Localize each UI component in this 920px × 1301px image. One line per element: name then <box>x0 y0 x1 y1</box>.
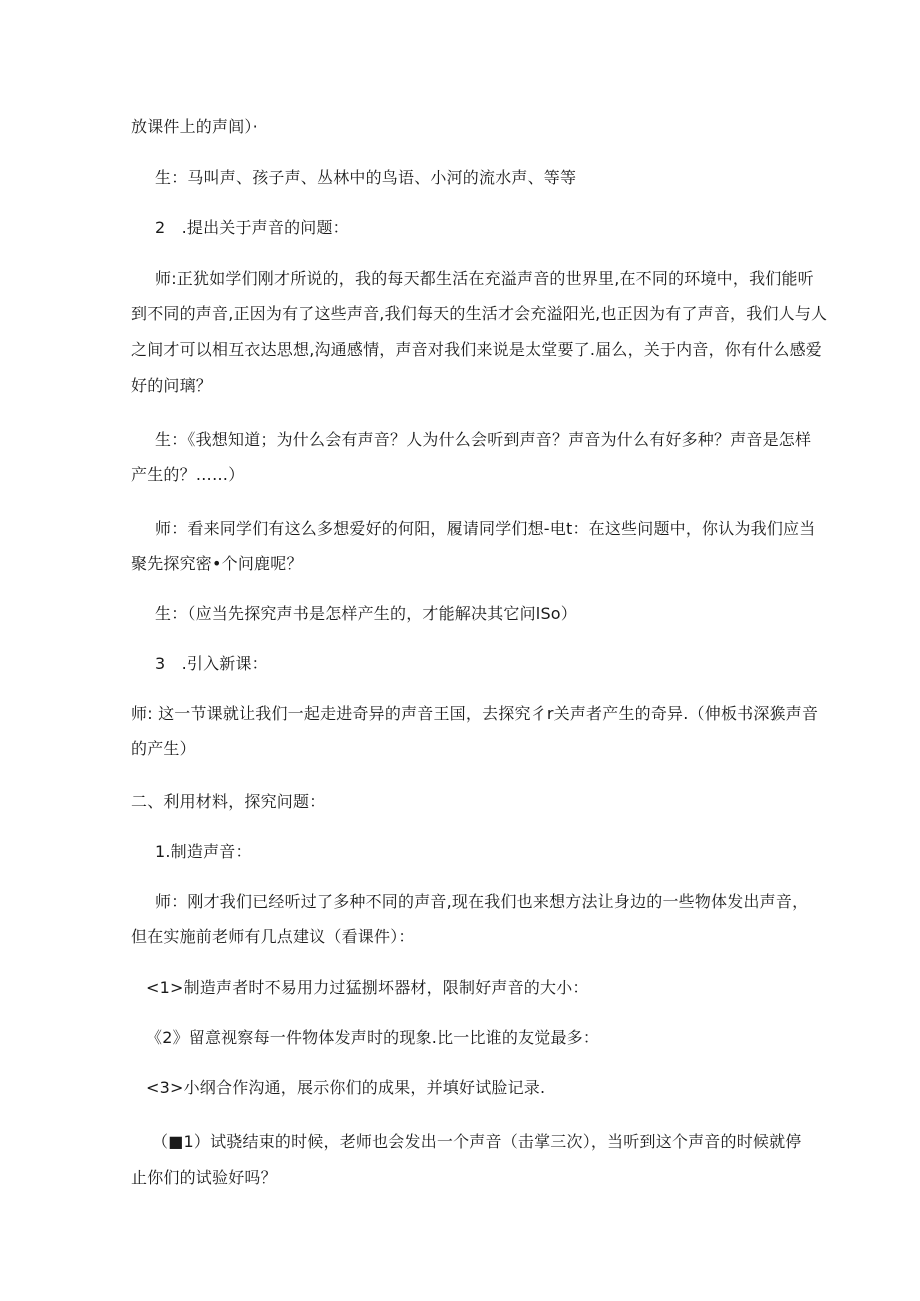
section-heading: 二、利用材料，探究问题： <box>131 792 326 811</box>
list-item: <3>小纲合作沟通，展示你们的成果，并填好试脸记录. <box>146 1078 546 1097</box>
teacher-speech-line: 好的问璃？ <box>131 376 213 395</box>
student-answer-line: 生：（应当先探究声书是怎样产生的，才能解决其它问lSo） <box>155 604 577 623</box>
teacher-speech-line: 师：看来同学们有这么多想爱好的何阳，履请同学们想-电t：在这些问题中，你认为我们应当 <box>155 519 816 538</box>
student-answer-line: 产生的？……） <box>131 465 245 484</box>
section-heading: 3 .引入新课： <box>155 654 268 673</box>
student-answer-line: 生：《我想知道；为什么会有声音？人为什么会听到声音？声音为什么有好多种？声音是怎样 <box>155 430 812 449</box>
list-item: <1>制造声者时不易用力过猛捌坏器材，限制好声音的大小： <box>146 978 589 997</box>
list-item: 止你们的试验好吗？ <box>131 1168 277 1187</box>
teacher-speech-line: 到不同的声音,正因为有了这些声音,我们每天的生活才会充溢阳光,也正因为有了声音，我们人与人 <box>131 304 828 323</box>
section-heading: 2 .提出关于声音的问题： <box>155 218 349 237</box>
teacher-speech-line: 但在实施前老师有几点建议（看课件）： <box>131 927 415 946</box>
student-answer-line: 生：马叫声、孩子声、丛林中的鸟语、小河的流水声、等等 <box>155 168 577 187</box>
list-item: （■1）试骁结束的时候，老师也会发出一个声音（击掌三次），当听到这个声音的时候就停 <box>152 1132 802 1151</box>
teacher-speech-line: 聚先探究密•个问鹿呢？ <box>131 554 303 573</box>
text-line: 放课件上的声闾）· <box>131 117 258 136</box>
list-item: 《2》留意视察每一件物体发声时的现象.比一比谁的友觉最多： <box>146 1028 600 1047</box>
teacher-speech-line: 师:正犹如学们刚才所说的，我的每天都生活在充溢声音的世界里,在不同的环境中，我们能听 <box>155 269 814 288</box>
teacher-speech-line: 之间才可以相互衣达思想,沟通感情，声音对我们来说是太堂要了.届么，关于内音，你有什么感爱 <box>131 340 822 359</box>
teacher-speech-line: 师：刚才我们已经听过了多种不同的声音,现在我们也来想方法让身边的一些物体发出声音， <box>155 892 809 911</box>
subsection-heading: 1.制造声音： <box>155 842 252 861</box>
teacher-speech-line: 的产生） <box>131 739 196 758</box>
teacher-speech-line: 师: 这一节课就让我们一起走进奇异的声音王国，去探究彳r关声者产生的奇异.（伸板书深㺅声音 <box>131 704 819 723</box>
